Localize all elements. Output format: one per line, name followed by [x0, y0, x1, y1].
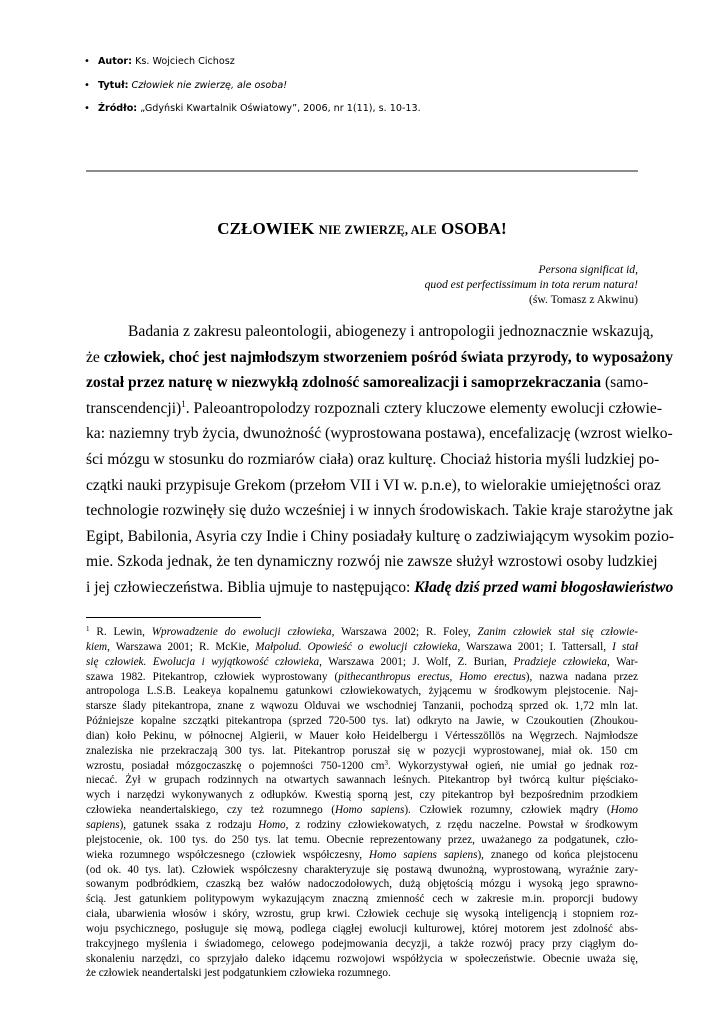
- article-title: [0, 219, 724, 239]
- source-value: „Gdyński Kwartalnik Oświatowy”, 2006, nr 1(11), s. 10-13.: [140, 103, 421, 114]
- footnote-line: kiem, Warszawa 2001; R. McKie, Małpolud. Opowieść o ewolucji człowieka, Warszawa 2001; I. Tattersall, I stał: [86, 640, 638, 653]
- header-divider: [86, 170, 638, 172]
- footnote-line: sowanym podbródkiem, czaszką bez wałów nadoczodołowych, dużą objętością mózgu i wysoką jego sprawno-: [86, 878, 638, 891]
- footnote-line: znaleziska nie przekraczają 300 tys. lat. Pitekantrop poruszał się w pozycji wyprostowanej, miał ok. 150 cm: [86, 744, 638, 757]
- body-line: ści mózgu w stosunku do rozmiarów ciała) oraz kulturę. Chociaż historia myśli ludzkiej po-: [86, 450, 660, 468]
- body-line: został przez naturę w niezwykłą zdolność samorealizacji i samoprzekraczania (samo-: [86, 374, 649, 392]
- footnote-line: $^1$ R. Lewin, Wprowadzenie do ewolucji człowieka, Warszawa 2002; R. Foley, Zanim człowiek stał się człowie-: [86, 625, 638, 638]
- footnote-line: trakcyjnego myślenia i świadomego, celowego podejmowania decyzji, a także rozwój pracy przy ciągłym do-: [86, 937, 638, 950]
- footnote-line: sapiens), gatunek ssaka z rodzaju Homo, z rodziny człowiekowatych, z rzędu naczelne. Powstał w środkowym: [86, 818, 638, 831]
- body-line: że człowiek, choć jest najmłodszym stworzeniem pośród świata przyrody, to wyposażony: [86, 348, 674, 366]
- title-label: Tytuł:: [98, 79, 129, 91]
- body-line: mie. Szkoda jednak, że ten dynamiczny rozwój nie zawsze służył wzrostowi osoby ludzkiej: [86, 553, 658, 571]
- footnote-line: starsze ślady pitekantropa, znane z wąwozu Olduvai we wschodniej Tanzanii, pochodzą sprzed ok. 1,72 mln lat.: [86, 700, 638, 713]
- footnote-line: wych i narzędzi wykonywanych z odłupków. Kwestią sporną jest, czy pitekantrop był bezpośrednim przodkiem: [86, 789, 638, 802]
- emphasis-text: Kładę dziś przed wami błogosławieństwo: [414, 578, 674, 596]
- author-item: [84, 55, 644, 79]
- title-item: [84, 79, 644, 103]
- body-line: i jej człowieczeństwa. Biblia ujmuje to następująco: Kładę dziś przed wami błogosławieństwo: [86, 578, 674, 596]
- footnote-line: antropologa L.S.B. Leakeya kopalnemu gatunkowi człowiekowatych, żyjącemu w środkowym plejstocenie. Naj-: [86, 685, 638, 698]
- body-line: transcendencji)$^1$. Paleoantropolodzy rozpoznali cztery kluczowe elementy ewolucji człowie-: [86, 398, 663, 417]
- footnote-line: niecać. Żył w grupach rodzinnych na otwartych sawannach leśnych. Pitekantrop był twórcą kultur pięściako-: [86, 774, 638, 787]
- body-line: Egipt, Babilonia, Asyria czy Indie i Chiny posiadały kulturę o zadziwiającym wysokim pozio-: [86, 527, 675, 545]
- footnote-line: woju psychicznego, posługuje się mową, podlega ciągłej ewolucji kulturowej, której motorem jest zdolność abs-: [86, 922, 638, 935]
- title-word-2: NIE ZWIERZĘ, ALE: [318, 223, 437, 237]
- source-item: [84, 102, 644, 126]
- footnote-line: dian) koło Pekinu, w północnej Algierii, w Mauer koło Heidelbergu i Vértesszöllös na Węgrzech. Najmłodsze: [86, 729, 638, 742]
- epigraph-attribution: (św. Tomasz z Akwinu): [529, 293, 638, 307]
- epigraph-line: quod est perfectissimum in tota rerum natura!: [424, 278, 638, 292]
- footnote-line: wzrostu, posiadał mózgoczaszkę o pojemności 750-1200 $cm^3$. Wykorzystywał ogień, nie umiał go jednak roz-: [86, 758, 638, 772]
- footnote-number: 1: [86, 625, 90, 633]
- body-line: ka: naziemny tryb życia, dwunożność (wyprostowana postawa), encefalizację (wzrost wielko-: [86, 425, 673, 443]
- title-word-1: CZŁOWIEK: [217, 219, 315, 238]
- footnote-divider: [86, 617, 261, 618]
- footnote-line: że człowiek neandertalski jest podgatunkiem człowieka rozumnego.: [86, 967, 391, 980]
- epigraph-line: Persona significat id,: [538, 263, 638, 276]
- source-label: Źródło:: [98, 103, 138, 114]
- author-value: Ks. Wojciech Cichosz: [135, 56, 235, 67]
- title-value: Człowiek nie zwierzę, ale osoba!: [131, 79, 288, 91]
- footnote-line: (od ok. 40 tys. lat). Człowiek współczesny charakteryzuje się postawą dwunożną, wyprostowaną, wyraźnie zary-: [86, 863, 638, 876]
- footnote-line: ścią. Jest gatunkiem politypowym wykazującym znaczną zmienność cech w zakresie m.in. proporcji budowy: [86, 893, 638, 906]
- author-label: Autor:: [98, 56, 132, 67]
- body-line: Badania z zakresu paleontologii, abiogenezy i antropologii jednoznacznie wskazują,: [128, 323, 654, 340]
- body-line: czątki nauki przypisuje Grekom (przełom VII i VI w. p.n.e), to wielorakie umiejętności oraz: [86, 476, 661, 494]
- footnote: [86, 625, 638, 981]
- emphasis-text: został przez naturę w niezwykłą zdolność samorealizacji i samoprzekraczania: [86, 374, 602, 392]
- title-word-3: OSOBA!: [441, 219, 507, 238]
- emphasis-text: człowiek, choć jest najmłodszym stworzeniem pośród świata przyrody, to wyposażony: [103, 348, 674, 366]
- footnote-line: plejstocenie, ok. 100 tys. do 250 tys. lat temu. Obecnie reprezentowany przez, uważanego za podgatunek, czło-: [86, 833, 638, 846]
- footnote-line: człowieka neandertalskiego, czy też rozumnego (Homo sapiens). Człowiek rozumny, człowiek mądry (Homo: [86, 804, 638, 817]
- body-paragraph: [86, 319, 675, 601]
- footnote-line: ciała, ubarwienia włosów i skóry, wzrostu, grup krwi. Człowiek cechuje się wysoką inteligencją i stopniem roz-: [86, 908, 638, 921]
- footnote-line: Późniejsze kopalne szczątki pitekantropa (sprzed 720-500 tys. lat) odkryto na Jawie, w Czoukoutien (Zhoukou-: [86, 715, 638, 728]
- footnote-line: wieka rozumnego współczesnego (człowiek współczesny, Homo sapiens sapiens), znanego od końca plejstocenu: [86, 848, 638, 861]
- bibliographic-info: [84, 55, 644, 126]
- footnote-line: szawa 1982. Pitekantrop, człowiek wyprostowany (pithecanthropus erectus, Homo erectus), nazwa nadana przez: [86, 670, 638, 683]
- epigraph: [238, 262, 638, 308]
- footnote-line: się człowiek. Ewolucja i wyjątkowość człowieka, Warszawa 2001; J. Wolf, Z. Burian, Pradzieje człowieka, War-: [86, 655, 638, 668]
- body-line: technologie rozwinęły się dużo wcześniej i w innych środowiskach. Takie kraje starożytne jak: [86, 502, 674, 520]
- footnote-line: skonaleniu narzędzi, co sprzyjało daleko idącemu rozwojowi współżycia w społeczeństwie. Obecnie uważa się,: [86, 952, 638, 965]
- footnote-ref: 1: [181, 398, 186, 409]
